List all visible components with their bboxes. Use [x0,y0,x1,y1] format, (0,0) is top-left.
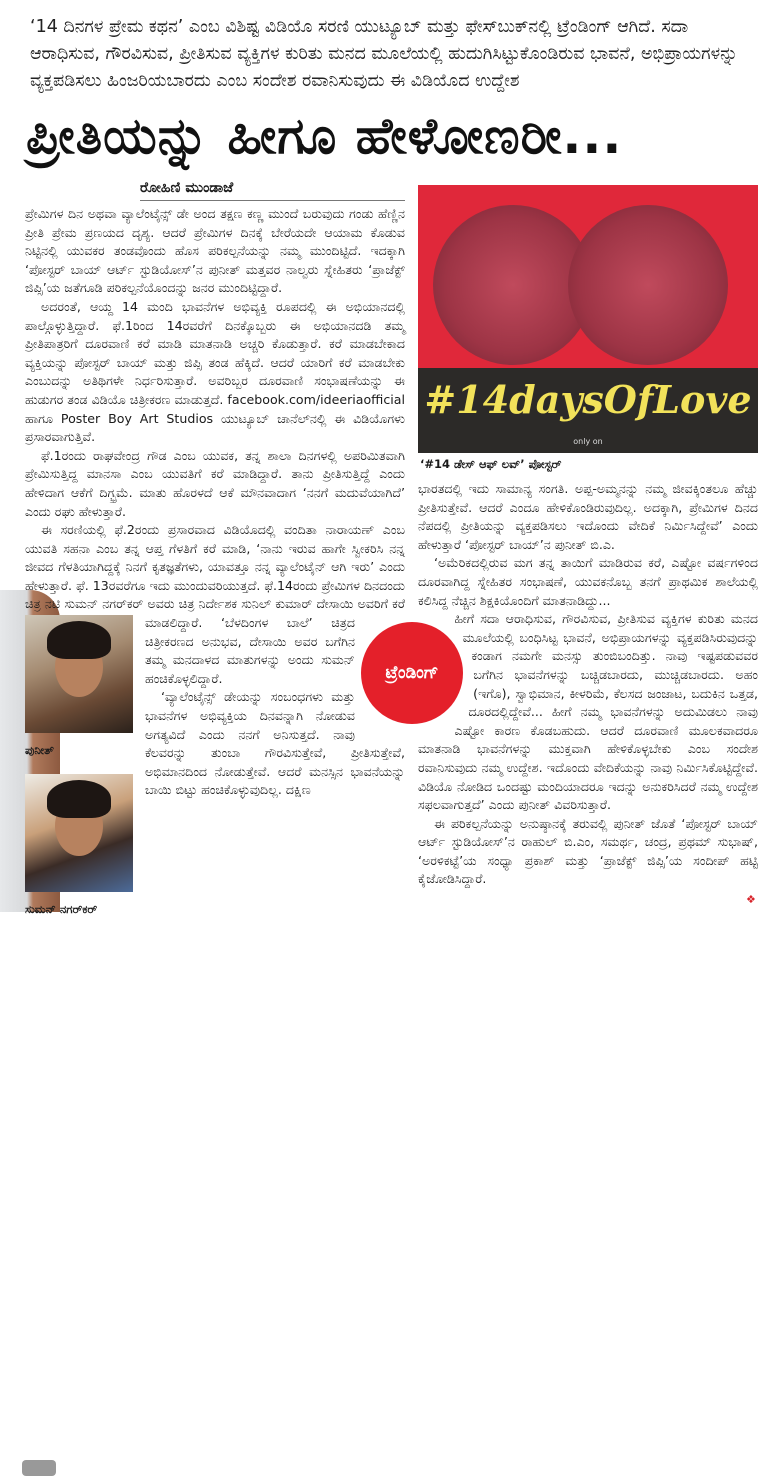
poster-only-on: only on [573,437,603,446]
headline: ಪ್ರೀತಿಯನ್ನು ಹೀಗೂ ಹೇಳೋಣರೀ... [26,107,623,165]
end-ornament-icon: ❖ [746,893,756,906]
photo-block [25,615,133,987]
article-deck: ‘14 ದಿನಗಳ ಪ್ರೇಮ ಕಥನ’ ಎಂಬ ವಿಶಿಷ್ಟ ವಿಡಿಯೊ ಸರಣಿ ಯುಟ್ಯೂಬ್ ಮತ್ತು ಫೇಸ್‌ಬುಕ್‌ನಲ್ಲಿ ಟ್ರೆಂಡಿಂಗ್ ಆಗಿದೆ. ಸದಾ ಆರಾಧಿಸುವ, ಗೌರವಿಸುವ, ಪ್ರೀತಿಸುವ ವ್ಯಕ್ತಿಗಳ ಕುರಿತು ಮನದ ಮೂಲೆಯಲ್ಲಿ ಹುದುಗಿಸಿಟ್ಟುಕೊಂಡಿರುವ ಭಾವನೆ, ಅಭಿಪ್ರಾಯಗಳನ್ನು ವ್ಯಕ್ತಪಡಿಸಲು ಹಿಂಜರಿಯಬಾರದು ಎಂಬ ಸಂದೇಶ ರವಾನಿಸುವುದು ಈ ವಿಡಿಯೊದ ಉದ್ದೇಶ [30,17,738,91]
hair [47,621,111,659]
arm-spacer [25,987,60,1317]
photo-puneeth [25,615,133,733]
poster-caption: ‘#14 ಡೇಸ್ ಆಫ್ ಲವ್’ ಪೋಸ್ಟರ್ [420,457,562,471]
paragraph: ಹೀಗೆ ಸದಾ ಆರಾಧಿಸುವ, ಗೌರವಿಸುವ, ಪ್ರೀತಿಸುವ ವ್ಯಕ್ತಿಗಳ ಕುರಿತು ಮನದ ಮೂಲೆಯಲ್ಲಿ ಬಂಧಿಸಿಟ್ಟ ಭಾವನೆ, ಅಭಿಪ್ರಾಯಗಳನ್ನು ವ್ಯಕ್ತಪಡಿಸಿರುವುದನ್ನು ಕಂಡಾಗ ನಮಗೇ ಮನಸ್ಸು ತುಂಬಿಬಂದಿತ್ತು. ನಾವು ಇಷ್ಟಪಡುವವರ ಬಗೆಗಿನ ಭಾವನೆಗಳನ್ನು ಬಚ್ಚಿಡಬಾರದು, ಮುಚ್ಚಿಡಬಾರದು. ಅಹಂ (ಇಗೊ), ಸ್ವಾಭಿಮಾನ, ಕೀಳರಿಮೆ, ಕೆಲಸದ ಜಂಜಾಟ, ಬದುಕಿನ ಒತ್ತಡ, ದೂರದಲ್ಲಿದ್ದೇವೆ... ಹೀಗೆ ನಮ್ಮ ಭಾವನೆಗಳನ್ನು ಅದುಮಿಡಲು ನಾವು ಎಷ್ಟೋ ಕಾರಣ ಕೊಡಬಹುದು. ಆದರೆ ದೂರವಾಣಿ ಮೂಲಕವಾದರೂ ಮಾತನಾಡಿ ಭಾವನೆಗಳನ್ನು ಮುಕ್ತವಾಗಿ ಹೇಳಿಕೊಳ್ಳಬೇಕು ಎಂಬ ಸಂದೇಶ ರವಾನಿಸುವುದು ನಮ್ಮ ಉದ್ದೇಶ. ಇದೊಂದು ವೇದಿಕೆಯನ್ನು ನಾವು ನಿರ್ಮಿಸಿಕೊಟ್ಟಿದ್ದೇವೆ. ವಿಡಿಯೊ ನೋಡಿದ ಒಂದಷ್ಟು ಮಂದಿಯಾದರೂ ಇದನ್ನು ಅನುಕರಿಸಿದರೆ ನಮ್ಮ ಉದ್ದೇಶ ಸಫಲವಾಗುತ್ತದೆ’ ಎಂದು ಪುನೀತ್ ವಿವರಿಸುತ್ತಾರೆ. [418,611,758,813]
paragraph: ‘ಅಮೆರಿಕದಲ್ಲಿರುವ ಮಗ ತನ್ನ ತಾಯಿಗೆ ಮಾಡಿರುವ ಕರೆ, ಎಷ್ಟೋ ವರ್ಷಗಳಿಂದ ದೂರವಾಗಿದ್ದ ಸ್ನೇಹಿತರ ಸಂಭಾಷಣೆ, ಯುವಕನೊಬ್ಬ ತನಗೆ ಪ್ರಾಥಮಿಕ ಶಾಲೆಯಲ್ಲಿ ಕಲಿಸಿದ್ದ ನೆಚ್ಚಿನ ಶಿಕ್ಷಕಿಯೊಂದಿಗೆ ಮಾತನಾಡಿದ್ದು... [418,555,758,608]
heart-collage-right [568,205,728,365]
article-column-right [418,480,758,889]
poster-hashtag: #14daysOfLove [424,377,752,422]
photo-suman-nagarkar [25,774,133,892]
paragraph: ಅದರಂತೆ, ಆಯ್ದ 14 ಮಂದಿ ಭಾವನೆಗಳ ಅಭಿವ್ಯಕ್ತಿ ರೂಪದಲ್ಲಿ ಈ ಅಭಿಯಾನದಲ್ಲಿ ಪಾಲ್ಗೊಳ್ಳುತ್ತಿದ್ದಾರೆ. ಫೆ.1ರಿಂದ 14ರವರೆಗೆ ದಿನಕ್ಕೊಬ್ಬರು ಈ ಅಭಿಯಾನದಡಿ ತಮ್ಮ ಪ್ರೀತಿಪಾತ್ರರಿಗೆ ದೂರವಾಣಿ ಕರೆ ಮಾಡಿ ಮಾತನಾಡಿ ಅಚ್ಚರಿ ಕೊಡುತ್ತಾರೆ. ಕರೆ ಮಾಡಬೇಕಾದ ವ್ಯಕ್ತಿಯನ್ನು ಪೋಸ್ಟರ್ ಬಾಯ್ ಮತ್ತು ಜಿಪ್ಸಿ ತಂಡ ಹೆಕ್ಕಿದೆ. ಆದರೆ ಯಾರಿಗೆ ಕರೆ ಮಾಡಬೇಕು ಎಂಬುದನ್ನು ಅತಿಥಿಗಳೇ ನಿರ್ಧರಿಸುತ್ತಾರೆ. ಅವರಿಬ್ಬರ ದೂರವಾಣಿ ಸಂಭಾಷಣೆಯನ್ನು ಈ ಹುಡುಗರ ತಂಡ ವಿಡಿಯೊ ಚಿತ್ರೀಕರಣ ಮಾಡುತ್ತದೆ. facebook.com/ideeriaofficial ಹಾಗೂ Poster Boy Art Studios ಯುಟ್ಯೂಬ್ ಚಾನೆಲ್‌ನಲ್ಲಿ ಈ ವಿಡಿಯೊಗಳು ಪ್ರಸಾರವಾಗುತ್ತಿವೆ. [25,298,405,445]
watch [22,1460,56,1476]
paragraph: ಪ್ರೇಮಿಗಳ ದಿನ ಅಥವಾ ವ್ಯಾಲೆಂಟೈನ್ಸ್ ಡೇ ಅಂದ ತಕ್ಷಣ ಕಣ್ಣ ಮುಂದೆ ಬರುವುದು ಗಂಡು ಹೆಣ್ಣಿನ ಪ್ರೀತಿ ಪ್ರೇಮ ಪ್ರಣಯದ ದೃಶ್ಯ. ಆದರೆ ಪ್ರೇಮಿಗಳ ದಿನಕ್ಕೆ ಬೇರೆಯದೇ ಆಯಾಮ ಕೊಡುವ ನಿಟ್ಟಿನಲ್ಲಿ ಯುವಕರ ತಂಡವೊಂದು ಹೊಸ ಪರಿಕಲ್ಪನೆಯನ್ನು ನಮ್ಮ ಮುಂದಿಟ್ಟಿದೆ. ಇದಕ್ಕಾಗಿ ‘ಪೋಸ್ಟರ್ ಬಾಯ್ ಆರ್ಟ್ ಸ್ಟುಡಿಯೋಸ್’ನ ಪುನೀತ್ ಮತ್ತವರ ನಾಲ್ವರು ಸ್ನೇಹಿತರು ‘ಪ್ರಾಜೆಕ್ಟ್ ಜಿಪ್ಸಿ’ಯ ಜತೆಗೂಡಿ ಪರಿಕಲ್ಪನೆಯೊಂದನ್ನು ಜನರ ಮುಂದಿಟ್ಟಿದ್ದಾರೆ. [25,206,405,296]
paragraph: ಭಾರತದಲ್ಲಿ ಇದು ಸಾಮಾನ್ಯ ಸಂಗತಿ. ಅಪ್ಪ-ಅಮ್ಮನನ್ನು ನಮ್ಮ ಜೀವಕ್ಕಿಂತಲೂ ಹೆಚ್ಚು ಪ್ರೀತಿಸುತ್ತೇವೆ. ಆದರೆ ಎಂದೂ ಹೇಳಿಕೊಂಡಿರುವುದಿಲ್ಲ. ಅದಕ್ಕಾಗಿ, ಪ್ರೇಮಿಗಳ ದಿನದ ನೆಪದಲ್ಲಿ ಪ್ರೀತಿಯನ್ನು ವ್ಯಕ್ತಪಡಿಸಲು ಇದೊಂದು ವೇದಿಕೆ ನಿರ್ಮಿಸಿದ್ದೇವೆ’ ಎಂದು ಹೇಳುತ್ತಾರೆ ‘ಪೋಸ್ಟರ್ ಬಾಯ್’ನ ಪುನೀತ್ ಬಿ.ಎ. [418,481,758,552]
photo-caption: ಪುನೀತ್ [25,743,54,757]
14daysoflove-poster [418,185,758,453]
paragraph: ಈ ಸರಣಿಯಲ್ಲಿ ಫೆ.2ರಂದು ಪ್ರಸಾರವಾದ ವಿಡಿಯೊದಲ್ಲಿ ವಂದಿತಾ ನಾರಾಯಣ್ ಎಂಬ ಯುವತಿ ಸಹನಾ ಎಂಬ ತನ್ನ ಆಪ್ತ ಗೆಳತಿಗೆ ಕರೆ ಮಾಡಿ, ‘ನಾನು ಇರುವ ಹಾಗೇ ಸ್ವೀಕರಿಸಿ ನನ್ನ ಜೀವದ ಗೆಳತಿಯಾಗಿದ್ದಕ್ಕೆ ನಿನಗೆ ಕೃತಜ್ಞತೆಗಳು, ಯಾವತ್ತೂ ನನ್ನ ವ್ಯಾಲೆಂಟೈನ್ ಆಗಿ ಇರು’ ಎಂದು ಹೇಳುತ್ತಾರೆ. ಫೆ. 13ರವರೆಗೂ ಇದು ಮುಂದುವರಿಯುತ್ತದೆ. ಫೆ.14ರಂದು ಪ್ರೇಮಿಗಳ ದಿನದಂದು ಚಿತ್ರ ನಟಿ ಸುಮನ್ ನಗರ್‌ಕರ್ ಅವರು ಚಿತ್ರ ನಿರ್ದೇಶಕ ಸುನಿಲ್ ಕುಮಾರ್ ದೇಸಾಯಿ ಅವರಿಗೆ ಕರೆ ಮಾಡಲಿದ್ದಾರೆ. ‘ಬೆಳದಿಂಗಳ ಬಾಲೆ’ ಚಿತ್ರದ ಚಿತ್ರೀಕರಣದ ಅನುಭವ, ದೇಸಾಯಿ ಅವರ ಬಗೆಗಿನ ತಮ್ಮ ಮನದಾಳದ ಮಾತುಗಳನ್ನು ಅಂದು ಸುಮನ್ ಹಂಚಿಕೊಳ್ಳಲಿದ್ದಾರೆ. [25,522,405,686]
paragraph: ಫೆ.1ರಂದು ರಾಘವೇಂದ್ರ ಗೌಡ ಎಂಬ ಯುವಕ, ತನ್ನ ಶಾಲಾ ದಿನಗಳಲ್ಲಿ ಅಪರಿಮಿತವಾಗಿ ಪ್ರೇಮಿಸುತ್ತಿದ್ದ ಮಾನಸಾ ಎಂಬ ಯುವತಿಗೆ ಕರೆ ಮಾಡಿದ್ದಾರೆ. ತಾನು ಪ್ರೀತಿಸುತ್ತಿದ್ದೆ ಎಂದು ಹೇಳಿದಾಗ ಆಕೆಗೆ ದಿಗ್ಭ್ರಮೆ. ಮಾತು ಹೊರಳದೆ ಆಕೆ ಮೌನವಾದಾಗ ‘ನನಗೆ ಮದುವೆಯಾಗಿದೆ’ ಎಂದು ರಘು ಹೇಳುತ್ತಾರೆ. [25,447,405,519]
article-column-left [25,205,405,1317]
trending-badge: ಟ್ರೆಂಡಿಂಗ್ [361,622,463,724]
hair [47,780,111,818]
paragraph: ಈ ಪರಿಕಲ್ಪನೆಯನ್ನು ಅನುಷ್ಠಾನಕ್ಕೆ ತರುವಲ್ಲಿ ಪುನೀತ್ ಜೊತೆ ‘ಪೋಸ್ಟರ್ ಬಾಯ್ ಆರ್ಟ್ ಸ್ಟುಡಿಯೋಸ್’ನ ರಾಹುಲ್ ಬಿ.ಎಂ, ಸಮರ್ಥ, ಚಂದ್ರ, ಪ್ರಥಮ್ ಸುಭಾಷ್, ‘ಅರಳಿಕಟ್ಟೆ’ಯ ಸಂಧ್ಯಾ ಪ್ರಕಾಶ್ ಮತ್ತು ‘ಪ್ರಾಜೆಕ್ಟ್ ಜಿಪ್ಸಿ’ಯ ಸಂದೀಪ್ ಹಟ್ಟಿ ಕೈಜೋಡಿಸಿದ್ದಾರೆ. [418,815,758,887]
paragraph: ‘ವ್ಯಾಲೆಂಟೈನ್ಸ್ ಡೇಯನ್ನು ಸಂಬಂಧಗಳು ಮತ್ತು ಭಾವನೆಗಳ ಅಭಿವ್ಯಕ್ತಿಯ ದಿನವನ್ನಾಗಿ ನೋಡುವ ಅಗತ್ಯವಿದೆ ಎಂದು ನನಗೆ ಅನಿಸುತ್ತದೆ. ನಾವು ಕೆಲವರನ್ನು ತುಂಬಾ ಗೌರವಿಸುತ್ತೇವೆ, ಪ್ರೀತಿಸುತ್ತೇವೆ, ಅಭಿಮಾನದಿಂದ ನೋಡುತ್ತೇವೆ. ಆದರೆ ಮನಸ್ಸಿನ ಭಾವನೆಯನ್ನು ಬಾಯಿ ಬಿಟ್ಟು ಹಂಚಿಕೊಳ್ಳುವುದಿಲ್ಲ. ದಕ್ಷಿಣ [145,689,405,798]
byline: ರೋಹಿಣಿ ಮುಂಡಾಜೆ [140,180,405,201]
photo-caption: ಸುಮನ್ ನಗರ್‌ಕರ್ [25,901,98,916]
